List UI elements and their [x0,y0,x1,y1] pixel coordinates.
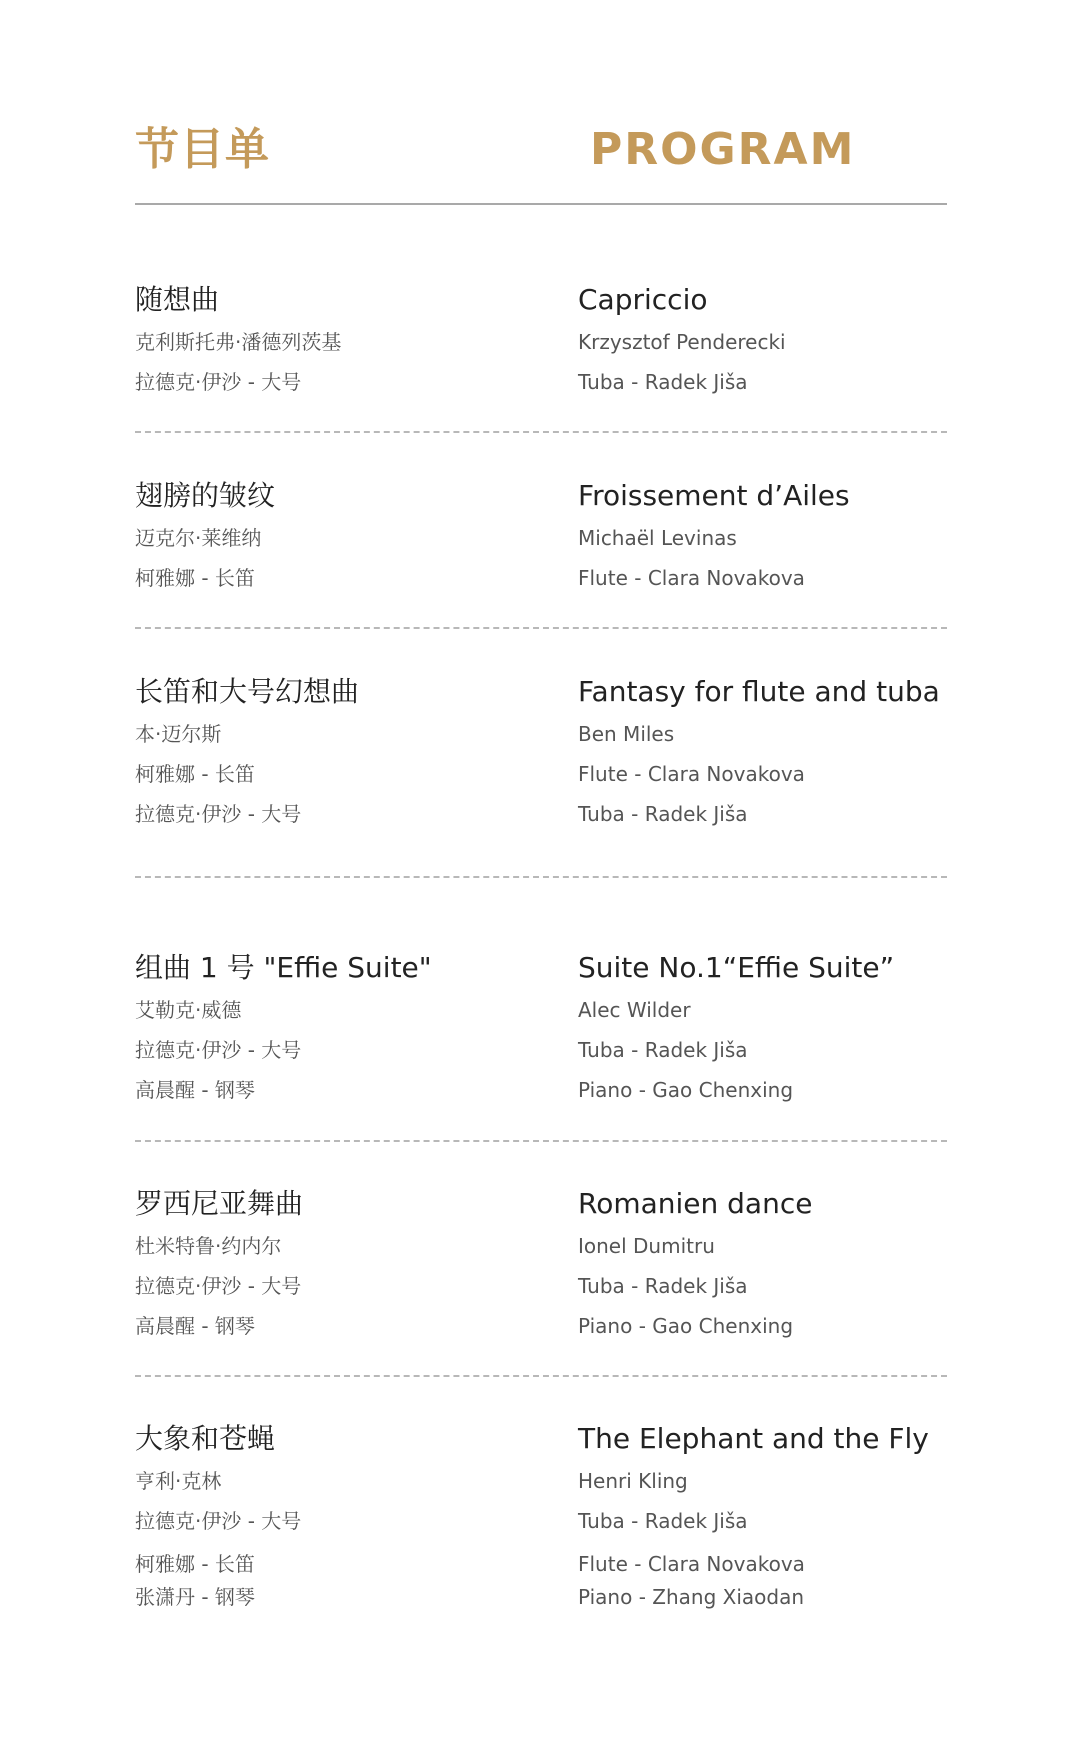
performer-zh: 柯雅娜 - 长笛 [135,1552,255,1576]
piece-title-en: Fantasy for flute and tuba [578,675,940,708]
performer-zh: 高晨醒 - 钢琴 [135,1078,255,1102]
performer-en: Tuba - Radek Jiša [578,370,748,394]
piece-title-zh: 随想曲 [135,283,220,316]
entry-column-zh [135,951,432,1102]
entry-column-zh [135,675,360,826]
performer-zh: 拉德克·伊沙 - 大号 [135,1274,302,1298]
performer-en: Tuba - Radek Jiša [578,1274,748,1298]
section-divider [135,1375,947,1377]
section-divider [135,627,947,629]
piece-title-zh: 罗西尼亚舞曲 [135,1187,304,1220]
program-title-en: PROGRAM [590,124,856,175]
performer-en: Piano - Gao Chenxing [578,1078,794,1102]
composer-en: Ben Miles [578,722,675,746]
entry-column-zh [135,1422,302,1609]
piece-title-en: Capriccio [578,283,708,316]
performer-en: Flute - Clara Novakova [578,1552,805,1576]
entry-column-en [578,283,786,394]
composer-zh: 杜米特鲁·约内尔 [135,1234,282,1258]
composer-zh: 克利斯托弗·潘德列茨基 [135,330,342,354]
entry-column-en [578,675,940,826]
composer-zh: 艾勒克·威德 [135,998,242,1022]
performer-zh: 拉德克·伊沙 - 大号 [135,1509,302,1533]
piece-title-zh: 大象和苍蝇 [135,1422,276,1455]
performer-en: Tuba - Radek Jiša [578,1509,748,1533]
performer-en: Flute - Clara Novakova [578,566,805,590]
entry-column-en [578,479,850,590]
composer-en: Krzysztof Penderecki [578,330,786,354]
composer-en: Henri Kling [578,1469,688,1493]
entry-column-en [578,951,895,1102]
performer-en: Flute - Clara Novakova [578,762,805,786]
piece-title-en: Romanien dance [578,1187,813,1220]
section-divider [135,1140,947,1142]
composer-en: Michaël Levinas [578,526,737,550]
performer-en: Tuba - Radek Jiša [578,802,748,826]
performer-en: Tuba - Radek Jiša [578,1038,748,1062]
piece-title-zh: 长笛和大号幻想曲 [135,675,360,708]
entry-column-en [578,1422,929,1609]
section-divider [135,431,947,433]
piece-title-en: Froissement d’Ailes [578,479,850,512]
entry-column-en [578,1187,813,1338]
composer-zh: 本·迈尔斯 [135,722,222,746]
piece-title-en: Suite No.1“Effie Suite” [578,951,895,984]
performer-zh: 拉德克·伊沙 - 大号 [135,1038,302,1062]
performer-zh: 高晨醒 - 钢琴 [135,1314,255,1338]
program-title-zh: 节目单 [135,124,270,175]
composer-zh: 亨利·克林 [135,1469,222,1493]
performer-zh: 柯雅娜 - 长笛 [135,762,255,786]
entry-column-zh [135,479,276,590]
performer-zh: 柯雅娜 - 长笛 [135,566,255,590]
piece-title-zh: 翅膀的皱纹 [135,479,276,512]
performer-en: Piano - Zhang Xiaodan [578,1585,805,1609]
entry-column-zh [135,283,342,394]
performer-en: Piano - Gao Chenxing [578,1314,794,1338]
composer-en: Alec Wilder [578,998,691,1022]
header-divider [135,203,947,205]
composer-en: Ionel Dumitru [578,1234,715,1258]
performer-zh: 拉德克·伊沙 - 大号 [135,370,302,394]
section-divider [135,876,947,878]
performer-zh: 张潇丹 - 钢琴 [135,1585,255,1609]
composer-zh: 迈克尔·莱维纳 [135,526,262,550]
piece-title-zh: 组曲 1 号 "Effie Suite" [135,951,432,984]
entry-column-zh [135,1187,304,1338]
performer-zh: 拉德克·伊沙 - 大号 [135,802,302,826]
piece-title-en: The Elephant and the Fly [578,1422,929,1455]
